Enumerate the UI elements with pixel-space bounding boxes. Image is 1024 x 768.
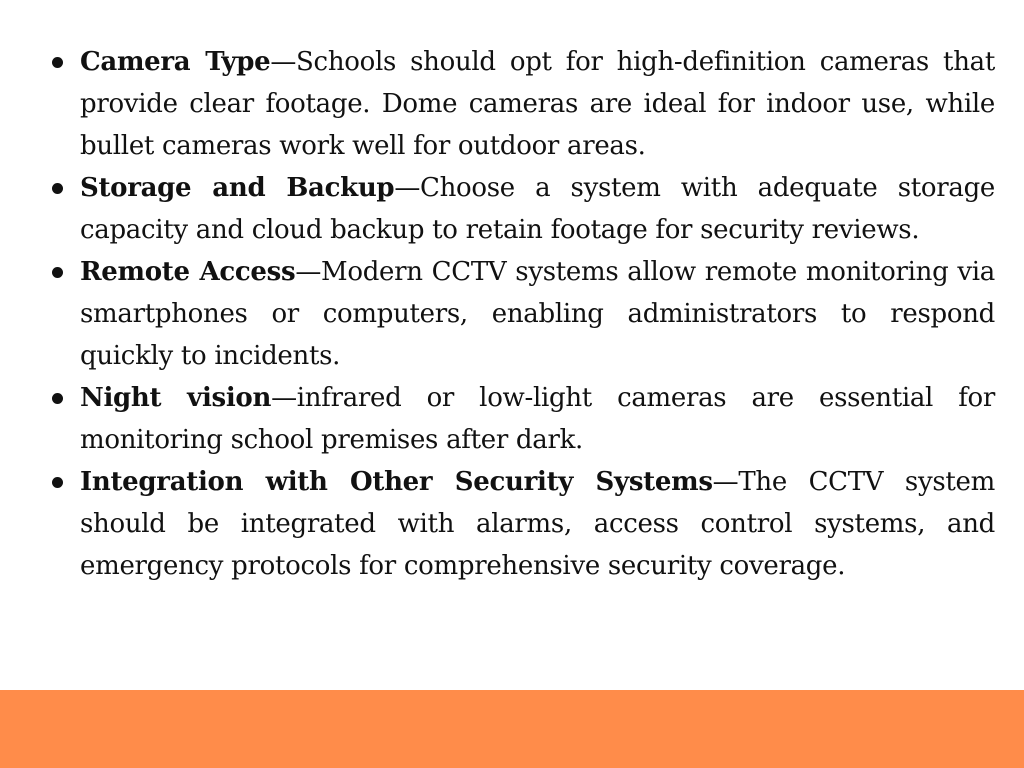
bullet-list <box>47 41 995 587</box>
item-term: Remote Access <box>80 257 296 287</box>
list-item-integration <box>47 461 995 587</box>
item-description: Choose a system with adequate storage capacity and cloud backup to retain footage for security reviews. <box>80 173 996 245</box>
bullet-icon <box>52 267 63 278</box>
list-item-camera-type <box>47 41 995 167</box>
item-description: The CCTV system should be integrated with alarms, access control systems, and emergency protocols for comprehensive security coverage. <box>80 467 995 581</box>
item-separator: — <box>271 383 297 413</box>
item-separator: — <box>394 173 421 203</box>
content-area <box>47 41 995 587</box>
item-separator: — <box>295 257 322 287</box>
list-item-night-vision <box>47 377 995 461</box>
item-separator: — <box>270 47 297 77</box>
bullet-icon <box>52 183 63 194</box>
item-term: Integration with Other Security Systems <box>80 467 713 497</box>
item-description: infrared or low-light cameras are essential for monitoring school premises after dark. <box>80 383 995 455</box>
item-term: Camera Type <box>80 47 271 77</box>
item-term: Storage and Backup <box>80 173 395 203</box>
list-item-remote-access <box>47 251 995 377</box>
item-description: Modern CCTV systems allow remote monitoring via smartphones or computers, enabling administrators to respond quickly to incidents. <box>80 257 996 371</box>
footer-color-band <box>0 690 1024 768</box>
item-description: Schools should opt for high-definition cameras that provide clear footage. Dome cameras are ideal for indoor use, while bullet cameras work well for outdoor areas. <box>80 47 995 161</box>
bullet-icon <box>52 477 63 488</box>
list-item-storage-backup <box>47 167 995 251</box>
item-term: Night vision <box>80 383 272 413</box>
bullet-icon <box>52 57 63 68</box>
item-separator: — <box>712 467 739 497</box>
bullet-icon <box>52 393 63 404</box>
